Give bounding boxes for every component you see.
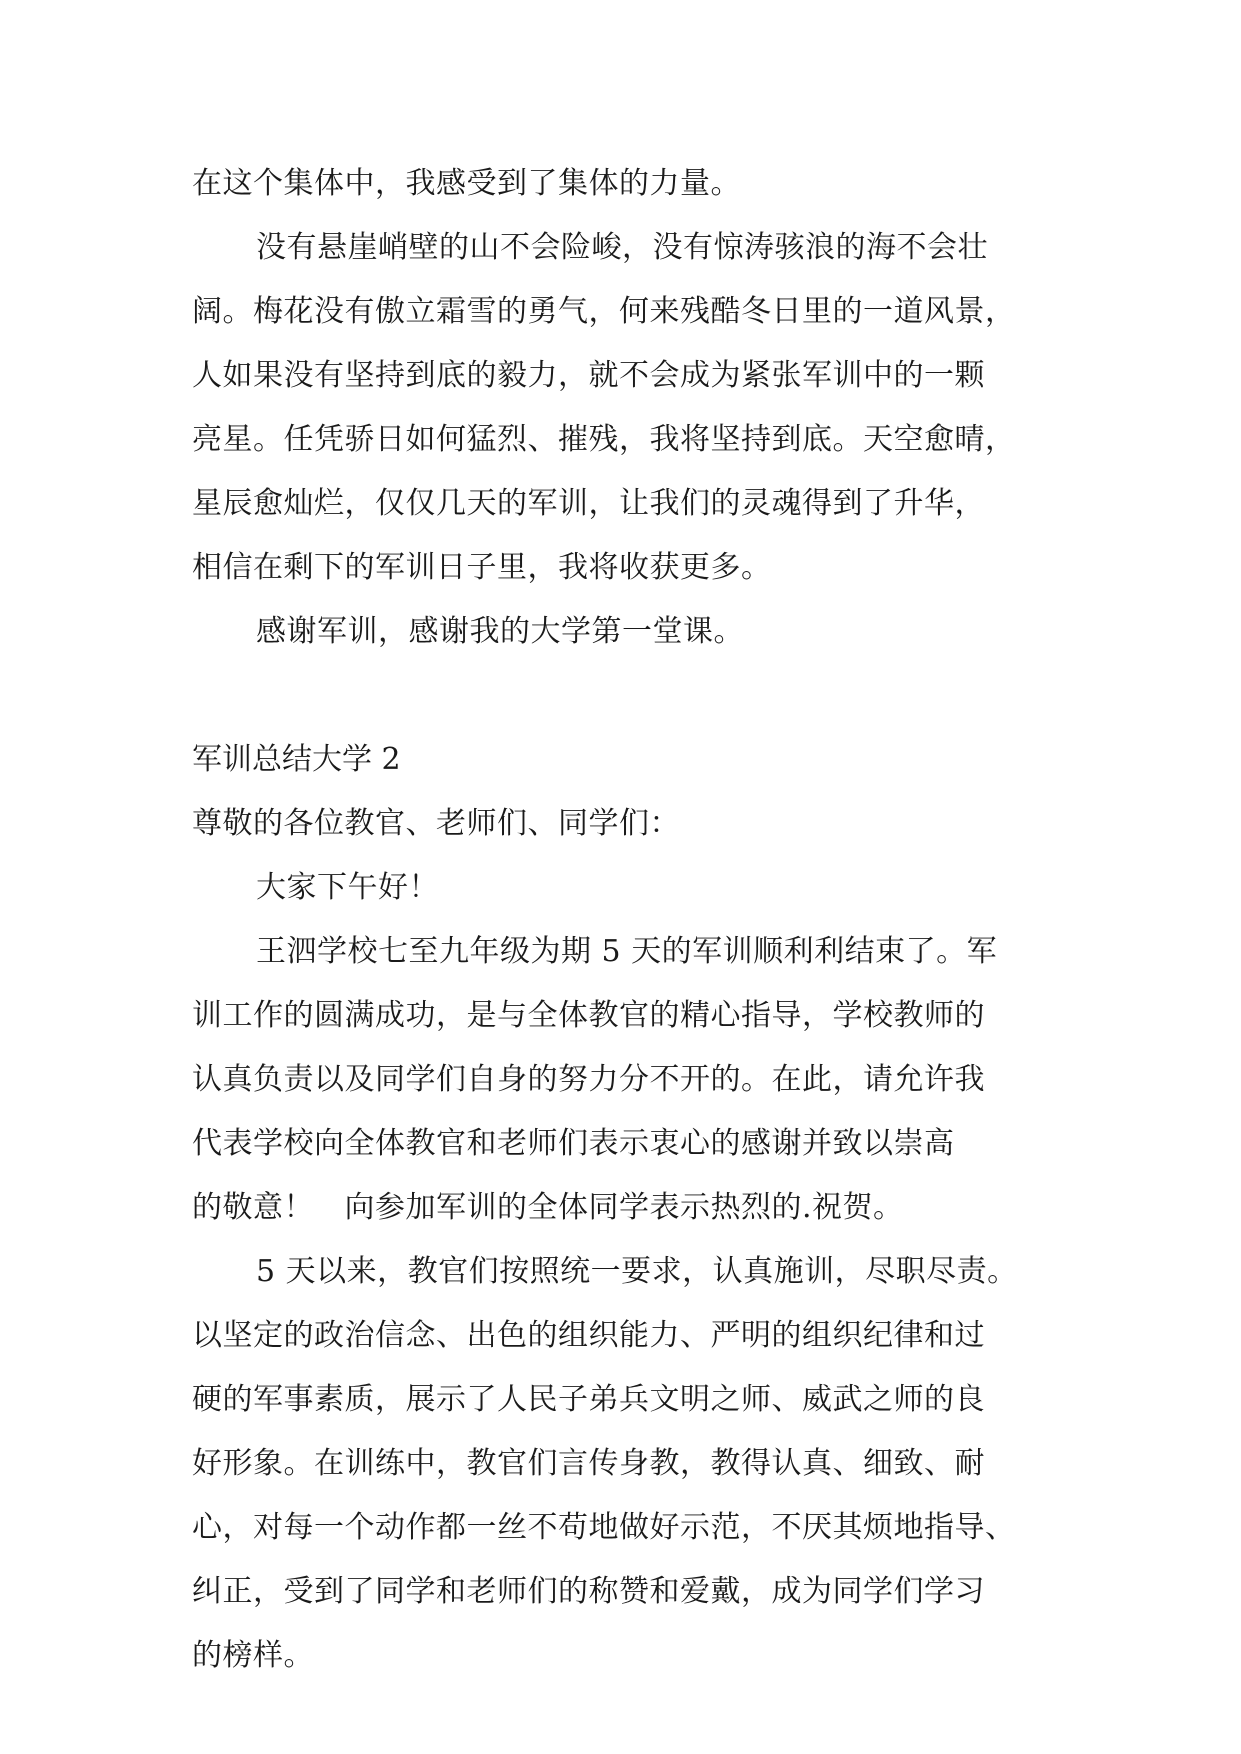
text-line: 认真负责以及同学们自身的努力分不开的。在此，请允许我 bbox=[192, 1062, 985, 1097]
paragraph-thanks bbox=[192, 600, 1058, 664]
text-line: 心，对每一个动作都一丝不苟地做好示范，不厌其烦地指导、 bbox=[192, 1510, 1016, 1545]
text-line: 5 天以来，教官们按照统一要求，认真施训，尽职尽责。 bbox=[256, 1254, 1018, 1289]
text-line: 的榜样。 bbox=[192, 1638, 314, 1673]
text-line: 在这个集体中，我感受到了集体的力量。 bbox=[192, 166, 741, 201]
text-line: 王泗学校七至九年级为期 5 天的军训顺利利结束了。军 bbox=[256, 934, 998, 969]
paragraph-training-completion bbox=[192, 920, 1058, 1240]
document-body bbox=[192, 152, 1058, 1688]
paragraph-instructors bbox=[192, 1240, 1058, 1688]
text-line: 纠正，受到了同学和老师们的称赞和爱戴，成为同学们学习 bbox=[192, 1574, 985, 1609]
text-line: 阔。梅花没有傲立霜雪的勇气，何来残酷冬日里的一道风景， bbox=[192, 294, 1016, 329]
section-title: 军训总结大学 2 bbox=[192, 742, 401, 777]
text-line: 亮星。任凭骄日如何猛烈、摧残，我将坚持到底。天空愈晴， bbox=[192, 422, 1016, 457]
text-line: 相信在剩下的军训日子里，我将收获更多。 bbox=[192, 550, 772, 585]
text-line: 以坚定的政治信念、出色的组织能力、严明的组织纪律和过 bbox=[192, 1318, 985, 1353]
paragraph-perseverance bbox=[192, 216, 1058, 600]
greeting: 大家下午好！ bbox=[256, 870, 439, 905]
paragraph-collective-strength bbox=[192, 152, 1058, 216]
text-line: 的敬意！ 向参加军训的全体同学表示热烈的.祝贺。 bbox=[192, 1190, 904, 1225]
text-line: 星辰愈灿烂，仅仅几天的军训，让我们的灵魂得到了升华， bbox=[192, 486, 985, 521]
text-line: 硬的军事素质，展示了人民子弟兵文明之师、威武之师的良 bbox=[192, 1382, 985, 1417]
text-line: 人如果没有坚持到底的毅力，就不会成为紧张军训中的一颗 bbox=[192, 358, 985, 393]
text-line: 好形象。在训练中，教官们言传身教，教得认真、细致、耐 bbox=[192, 1446, 985, 1481]
text-line: 感谢军训，感谢我的大学第一堂课。 bbox=[256, 614, 744, 649]
text-line: 没有悬崖峭壁的山不会险峻，没有惊涛骇浪的海不会壮 bbox=[256, 230, 988, 265]
section-spacer bbox=[192, 664, 1058, 728]
salutation: 尊敬的各位教官、老师们、同学们： bbox=[192, 806, 680, 841]
text-line: 训工作的圆满成功，是与全体教官的精心指导，学校教师的 bbox=[192, 998, 985, 1033]
text-line: 代表学校向全体教官和老师们表示衷心的感谢并致以崇高 bbox=[192, 1126, 955, 1161]
